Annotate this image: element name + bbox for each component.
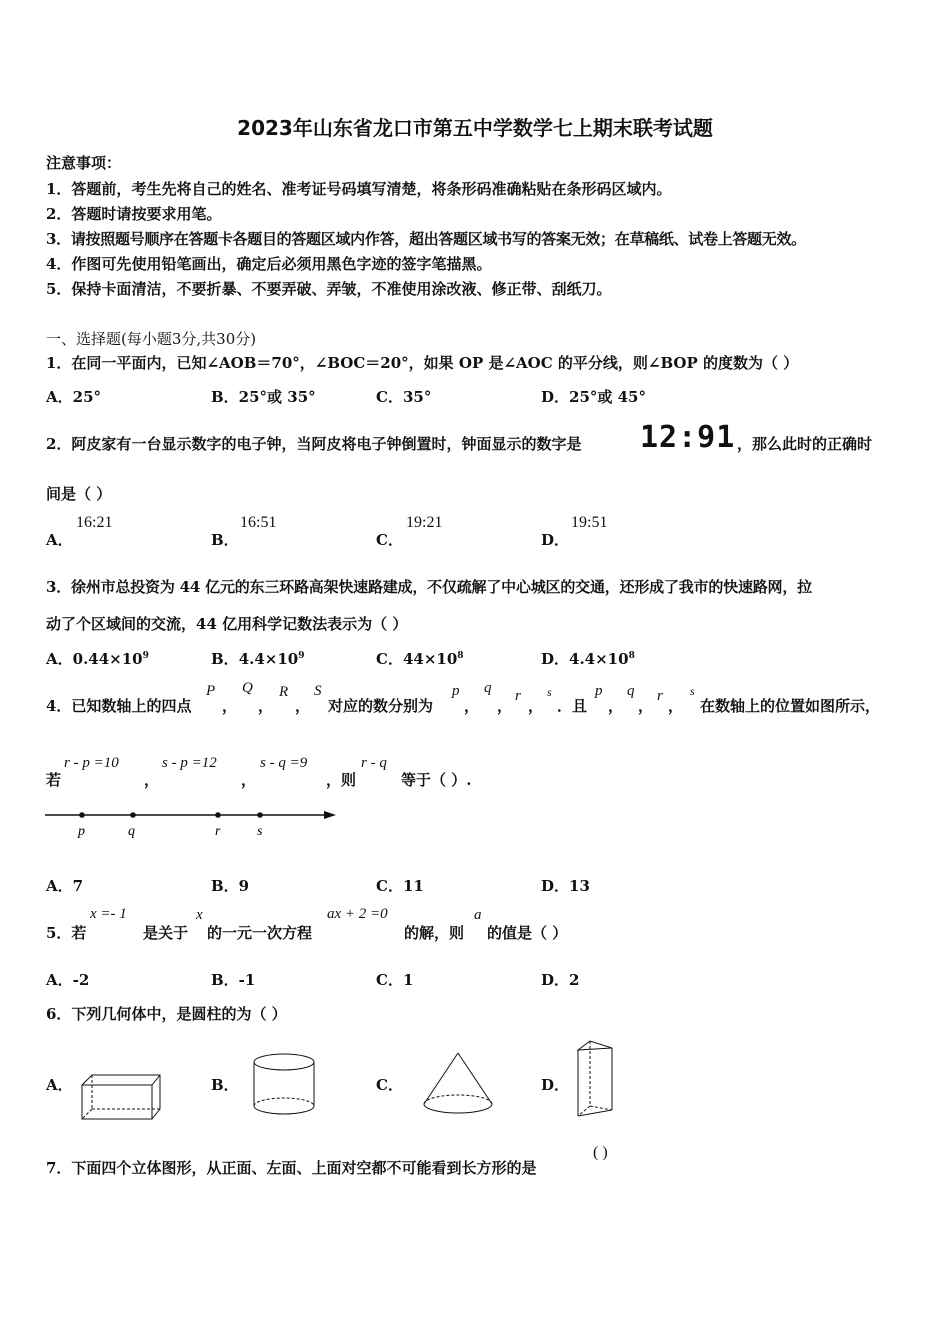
separator: ， xyxy=(144,771,160,789)
axis-label-p: p xyxy=(78,824,85,839)
q1-option-c[interactable]: C．35° xyxy=(376,388,432,406)
option-exponent: 9 xyxy=(298,651,305,661)
q3-stem-a: 3．徐州市总投资为 44 亿元的东三环路高架快速路建成，不仅疏解了中心城区的交通，还形成了我市的快速路网，拉 xyxy=(46,578,812,596)
axis-label-q: q xyxy=(128,824,135,839)
option-base: 0.44×10 xyxy=(72,650,143,668)
q6-stem: 6．下列几何体中，是圆柱的为（ ） xyxy=(46,1005,287,1023)
separator: ， xyxy=(528,697,544,715)
q2-option-b-value: 16:51 xyxy=(240,514,277,531)
point-r xyxy=(215,812,221,818)
value-label: p xyxy=(595,683,603,699)
separator: ， xyxy=(464,697,480,715)
separator: ， xyxy=(241,771,257,789)
q3-option-c[interactable] xyxy=(376,648,464,669)
section-heading: 一、选择题(每小题3分,共30分) xyxy=(46,330,257,348)
cylinder-figure xyxy=(250,1050,320,1120)
cone-figure xyxy=(418,1050,498,1122)
q6-option-c[interactable]: C． xyxy=(376,1076,403,1094)
q2-stem-b: ，那么此时的正确时 xyxy=(737,435,873,453)
point-label: P xyxy=(206,683,216,699)
q5-option-d[interactable]: D．2 xyxy=(541,971,580,989)
separator: ， xyxy=(222,697,238,715)
q6-option-b[interactable]: B． xyxy=(211,1076,239,1094)
separator: ， xyxy=(258,697,274,715)
value-label: s xyxy=(547,685,552,699)
q1-stem: 1．在同一平面内，已知∠AOB＝70°，∠BOC＝20°，如果 OP 是∠AOC 的平分线，则∠BOP 的度数为（ ） xyxy=(46,354,799,372)
q2-option-a-value: 16:21 xyxy=(76,514,113,531)
q7-stem: 7．下面四个立体图形，从正面、左面、上面对空都不可能看到长方形的是 xyxy=(46,1159,537,1177)
q2-option-d-value: 19:51 xyxy=(571,514,608,531)
q6-option-d[interactable]: D． xyxy=(541,1076,570,1094)
value-label: p xyxy=(452,683,460,699)
value-label: q xyxy=(484,680,492,696)
option-exponent: 9 xyxy=(142,651,149,661)
q5-cond: x =- 1 xyxy=(90,906,127,922)
point-p xyxy=(79,812,85,818)
q5-option-a[interactable]: A．-2 xyxy=(46,971,90,989)
q2-stem-c: 间是（ ） xyxy=(46,485,112,503)
axis-label-s: s xyxy=(257,824,263,839)
point-s xyxy=(257,812,263,818)
q3-option-b[interactable] xyxy=(211,648,305,669)
q3-option-a[interactable] xyxy=(46,648,149,669)
triangular-prism-figure xyxy=(572,1036,622,1122)
q4-end-text: 在数轴上的位置如图所示， xyxy=(700,697,881,715)
option-label: C． xyxy=(376,650,403,668)
q5-equation: ax + 2 =0 xyxy=(327,906,388,922)
axis-label-r: r xyxy=(215,824,221,839)
q4-ask-text: 等于（ ）. xyxy=(401,771,472,789)
q5-prefix: 5．若 xyxy=(46,924,87,942)
q2-option-a[interactable]: A． xyxy=(46,531,73,549)
q1-option-d[interactable]: D．25°或 45° xyxy=(541,388,646,406)
q5-text1: 是关于 xyxy=(143,924,189,942)
q4-option-d[interactable]: D．13 xyxy=(541,877,590,895)
q4-eq2: s - p =12 xyxy=(162,755,217,771)
separator: ， xyxy=(608,697,624,715)
separator: ， xyxy=(497,697,513,715)
q4-then-text: ，则 xyxy=(326,771,357,789)
option-label: A． xyxy=(46,650,73,668)
q4-if-text: 若 xyxy=(46,771,62,789)
page-title: 2023年山东省龙口市第五中学数学七上期末联考试题 xyxy=(237,116,713,140)
q4-option-a[interactable]: A．7 xyxy=(46,877,84,895)
value-label: r xyxy=(657,688,663,704)
number-line xyxy=(40,805,350,845)
q5-text4: 的值是（ ） xyxy=(487,924,568,942)
option-base: 44×10 xyxy=(402,650,458,668)
separator: ， xyxy=(295,697,311,715)
q4-eq1: r - p =10 xyxy=(64,755,119,771)
q5-var: x xyxy=(196,907,203,923)
point-label: Q xyxy=(242,680,253,696)
option-base: 4.4×10 xyxy=(569,650,629,668)
option-exponent: 8 xyxy=(457,651,464,661)
q2-option-b[interactable]: B． xyxy=(211,531,239,549)
q5-option-b[interactable]: B．-1 xyxy=(211,971,256,989)
notice-item: 4．作图可先使用铅笔画出，确定后必须用黑色字迹的签字笔描黑。 xyxy=(46,255,492,273)
value-label: q xyxy=(627,683,635,699)
point-label: S xyxy=(314,683,322,699)
axis-arrow xyxy=(324,811,336,819)
q4-and-text: ．且 xyxy=(557,697,588,715)
value-label: s xyxy=(690,684,695,698)
q7-answer-paren: ( ) xyxy=(593,1144,608,1161)
option-exponent: 8 xyxy=(628,651,635,661)
separator: ， xyxy=(668,697,684,715)
notice-item: 3．请按照题号顺序在答题卡各题目的答题区域内作答，超出答题区域书写的答案无效；在草稿纸、试卷上答题无效。 xyxy=(46,230,806,248)
point-q xyxy=(130,812,136,818)
notice-item: 1．答题前，考生先将自己的姓名、准考证号码填写清楚，将条形码准确粘贴在条形码区域内。 xyxy=(46,180,672,198)
option-base: 4.4×10 xyxy=(238,650,299,668)
q4-option-c[interactable]: C．11 xyxy=(376,877,424,895)
q2-stem-a: 2．阿皮家有一台显示数字的电子钟，当阿皮将电子钟倒置时，钟面显示的数字是 xyxy=(46,435,582,453)
option-label: D． xyxy=(541,650,570,668)
q2-option-c-value: 19:21 xyxy=(406,514,443,531)
q1-option-a[interactable]: A．25° xyxy=(46,388,102,406)
option-label: B． xyxy=(211,650,239,668)
q5-option-c[interactable]: C．1 xyxy=(376,971,414,989)
q4-stem-a: 4．已知数轴上的四点 xyxy=(46,697,192,715)
q3-stem-b: 动了个区域间的交流，44 亿用科学记数法表示为（ ） xyxy=(46,615,408,633)
notice-item: 2．答题时请按要求用笔。 xyxy=(46,205,222,223)
cuboid-figure xyxy=(76,1070,166,1125)
q5-text3: 的解，则 xyxy=(404,924,465,942)
separator: ， xyxy=(638,697,654,715)
value-label: r xyxy=(515,688,521,704)
clock-display: 12:91 xyxy=(640,420,736,455)
q5-text2: 的一元一次方程 xyxy=(207,924,313,942)
notice-heading: 注意事项： xyxy=(46,154,122,172)
q4-eq3: s - q =9 xyxy=(260,755,308,771)
q4-ask-expr: r - q xyxy=(361,755,387,771)
q5-var2: a xyxy=(474,907,482,923)
q4-mid-text: 对应的数分别为 xyxy=(328,697,434,715)
q6-option-a[interactable]: A． xyxy=(46,1076,73,1094)
q4-option-b[interactable]: B．9 xyxy=(211,877,250,895)
q3-option-d[interactable] xyxy=(541,648,635,669)
point-label: R xyxy=(279,684,289,700)
notice-item: 5．保持卡面清洁，不要折暴、不要弄破、弄皱，不准使用涂改液、修正带、刮纸刀。 xyxy=(46,280,612,298)
q2-option-d[interactable]: D． xyxy=(541,531,570,549)
q2-option-c[interactable]: C． xyxy=(376,531,403,549)
q1-option-b[interactable]: B．25°或 35° xyxy=(211,388,316,406)
